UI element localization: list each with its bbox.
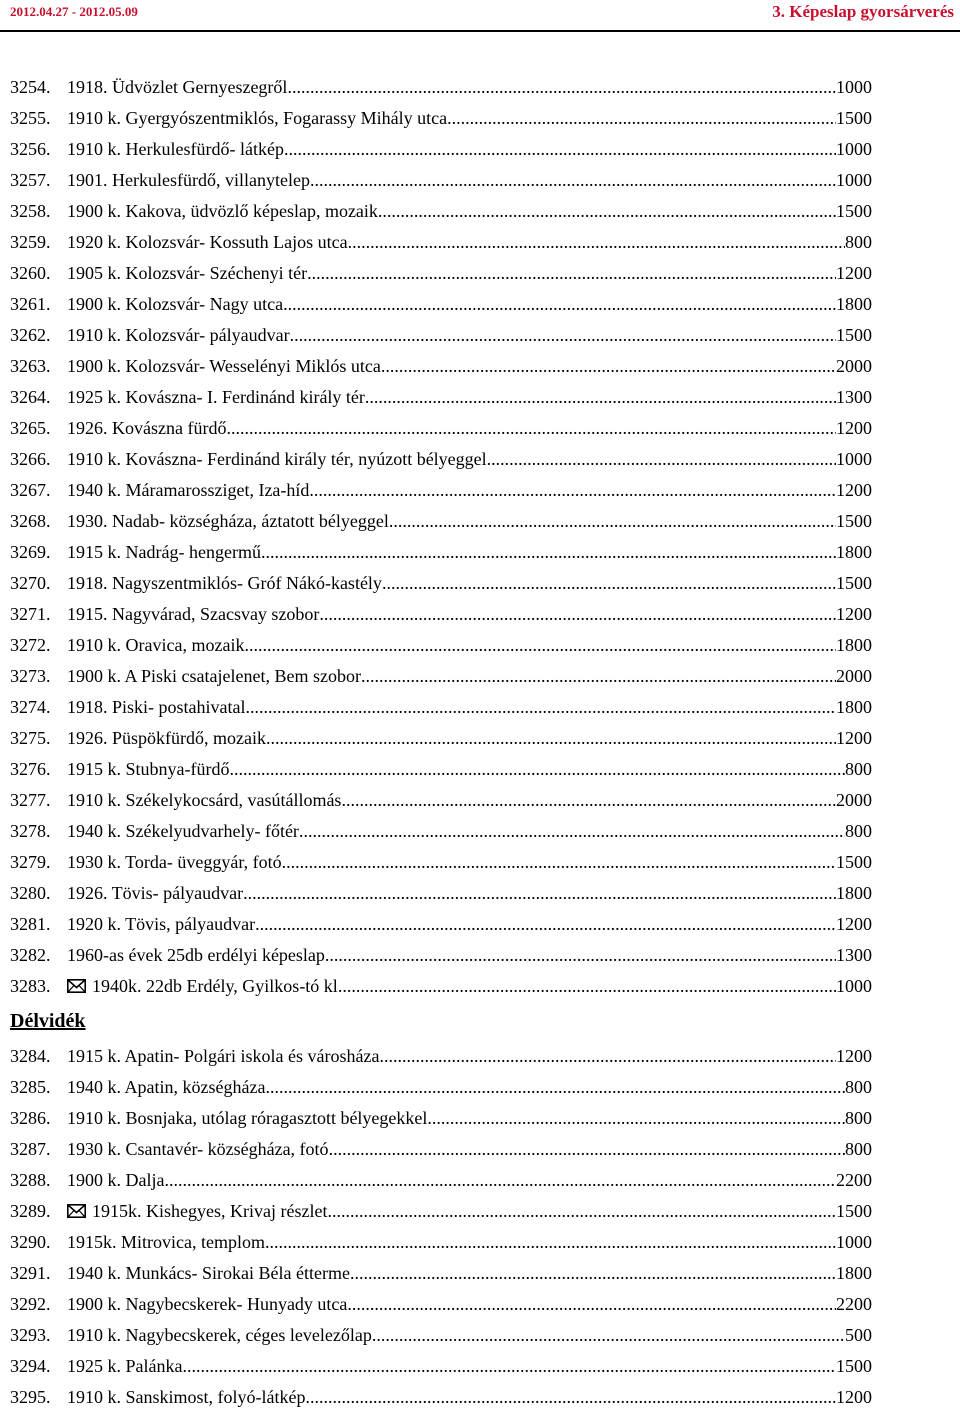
lot-title: 1940 k. Munkács- Sirokai Béla étterme — [67, 1263, 350, 1283]
lot-title: 1910 k. Gyergyószentmiklós, Fogarassy Mihály utca — [67, 108, 448, 128]
lot-row — [10, 599, 872, 630]
dot-leader — [164, 1165, 836, 1196]
lot-title: 1926. Püspökfürdő, mozaik — [67, 728, 266, 748]
dot-leader — [347, 1289, 836, 1320]
lot-row — [10, 196, 872, 227]
lot-row — [10, 1351, 872, 1382]
lot-title: 1915 k. Apatin- Polgári iskola és városháza — [67, 1046, 380, 1066]
lot-title: 1901. Herkulesfürdő, villanytelep — [67, 170, 310, 190]
lot-row — [10, 568, 872, 599]
lot-title: 1930 k. Torda- üveggyár, fotó — [67, 852, 282, 872]
dot-leader — [325, 940, 836, 971]
lot-number: 3254. — [10, 77, 51, 97]
lot-title: 1920 k. Kolozsvár- Kossuth Lajos utca — [67, 232, 348, 252]
lot-number: 3274. — [10, 697, 51, 717]
lot-price: 2000 — [836, 356, 872, 376]
lot-title: 1940k. 22db Erdély, Gyilkos-tó kl. — [92, 976, 343, 996]
date-range: 2012.04.27 - 2012.05.09 — [10, 4, 138, 19]
lot-title: 1900 k. Kakova, üdvözlő képeslap, mozaik — [67, 201, 378, 221]
lot-number: 3285. — [10, 1077, 51, 1097]
lot-price: 800 — [845, 232, 872, 252]
lot-number: 3262. — [10, 325, 51, 345]
lot-title: 1900 k. Dalja — [67, 1170, 165, 1190]
lot-price: 1500 — [836, 852, 872, 872]
lot-number: 3271. — [10, 604, 51, 624]
dot-leader — [309, 475, 836, 506]
lot-row — [10, 1289, 872, 1320]
lot-number: 3287. — [10, 1139, 51, 1159]
lot-row — [10, 1320, 872, 1351]
lot-number: 3282. — [10, 945, 51, 965]
lot-number: 3277. — [10, 790, 51, 810]
lot-title: 1910 k. Herkulesfürdő- látkép — [67, 139, 284, 159]
lot-price: 800 — [845, 759, 872, 779]
lot-title: 1918. Nagyszentmiklós- Gróf Nákó-kastély — [67, 573, 382, 593]
lot-row — [10, 320, 872, 351]
page-header — [0, 0, 960, 32]
lot-number: 3269. — [10, 542, 51, 562]
lot-price: 1800 — [836, 1263, 872, 1283]
lot-price: 1800 — [836, 635, 872, 655]
envelope-icon — [67, 971, 92, 1002]
lot-row — [10, 754, 872, 785]
lot-row — [10, 165, 872, 196]
dot-leader — [226, 413, 836, 444]
lot-title: 1910 k. Sanskimost, folyó-látkép — [67, 1387, 306, 1407]
lot-number: 3255. — [10, 108, 51, 128]
lot-title: 1910 k. Kovászna- Ferdinánd király tér, nyúzott bélyeggel — [67, 449, 487, 469]
lot-price: 1000 — [836, 139, 872, 159]
lot-price: 1800 — [836, 883, 872, 903]
lot-title: 1900 k. Nagybecskerek- Hunyady utca — [67, 1294, 348, 1314]
lot-number: 3284. — [10, 1046, 51, 1066]
lot-price: 1500 — [836, 201, 872, 221]
lot-title: 1930 k. Csantavér- községháza, fotó — [67, 1139, 329, 1159]
dot-leader — [365, 382, 836, 413]
lot-price: 800 — [845, 1108, 872, 1128]
lot-row — [10, 661, 872, 692]
lot-number: 3291. — [10, 1263, 51, 1283]
lot-title: 1915k. Kishegyes, Krivaj részlet — [92, 1201, 328, 1221]
lot-number: 3286. — [10, 1108, 51, 1128]
lot-row — [10, 1382, 872, 1413]
lot-title: 1910 k. Oravica, mozaik — [67, 635, 245, 655]
lot-price: 1800 — [836, 294, 872, 314]
lot-number: 3276. — [10, 759, 51, 779]
catalog-title: 3. Képeslap gyorsárverés — [772, 2, 954, 21]
lot-price: 1200 — [836, 418, 872, 438]
dot-leader — [305, 1382, 836, 1413]
dot-leader — [427, 1103, 845, 1134]
dot-leader — [246, 692, 837, 723]
lot-price: 1200 — [836, 604, 872, 624]
lot-row — [10, 1134, 872, 1165]
lot-row — [10, 816, 872, 847]
lot-row — [10, 506, 872, 537]
lot-row — [10, 723, 872, 754]
lot-number: 3293. — [10, 1325, 51, 1345]
lot-number: 3280. — [10, 883, 51, 903]
lot-number: 3270. — [10, 573, 51, 593]
lot-title: 1900 k. Kolozsvár- Nagy utca — [67, 294, 284, 314]
lot-price: 1500 — [836, 325, 872, 345]
lot-number: 3268. — [10, 511, 51, 531]
lot-price: 1500 — [836, 1356, 872, 1376]
lot-title: 1900 k. A Piski csatajelenet, Bem szobor — [67, 666, 361, 686]
lot-price: 1200 — [836, 1387, 872, 1407]
lot-row — [10, 940, 872, 971]
lot-title: 1915 k. Nadrág- hengermű — [67, 542, 261, 562]
dot-leader — [342, 971, 836, 1002]
lot-number: 3258. — [10, 201, 51, 221]
lot-number: 3290. — [10, 1232, 51, 1252]
lot-price: 1000 — [836, 976, 872, 996]
lot-title: 1920 k. Tövis, pályaudvar — [67, 914, 256, 934]
lot-number: 3292. — [10, 1294, 51, 1314]
lot-number: 3261. — [10, 294, 51, 314]
lot-title: 1926. Tövis- pályaudvar — [67, 883, 244, 903]
lot-price: 1300 — [836, 945, 872, 965]
dot-leader — [378, 196, 836, 227]
lot-number: 3266. — [10, 449, 51, 469]
lot-title: 1930. Nadab- községháza, áztatott bélyeggel — [67, 511, 389, 531]
lot-price: 1200 — [836, 728, 872, 748]
lot-number: 3283. — [10, 976, 51, 996]
lot-row — [10, 847, 872, 878]
lot-row — [10, 382, 872, 413]
dot-leader — [329, 1134, 845, 1165]
lot-title: 1926. Kovászna fürdő — [67, 418, 227, 438]
lot-row — [10, 72, 872, 103]
lot-number: 3263. — [10, 356, 51, 376]
dot-leader — [327, 1196, 836, 1227]
lot-price: 2200 — [836, 1294, 872, 1314]
dot-leader — [290, 320, 836, 351]
lot-title: 1940 k. Apatin, községháza — [67, 1077, 266, 1097]
lot-number: 3295. — [10, 1387, 51, 1407]
lot-title: 1960-as évek 25db erdélyi képeslap — [67, 945, 325, 965]
lot-row — [10, 1227, 872, 1258]
dot-leader — [341, 785, 836, 816]
lot-title: 1910 k. Nagybecskerek, céges levelezőlap — [67, 1325, 372, 1345]
lot-number: 3267. — [10, 480, 51, 500]
lot-number: 3294. — [10, 1356, 51, 1376]
lot-title: 1940 k. Máramarossziget, Iza-híd — [67, 480, 310, 500]
lot-row — [10, 692, 872, 723]
dot-leader — [348, 227, 845, 258]
dot-leader — [265, 1072, 845, 1103]
dot-leader — [389, 506, 836, 537]
lot-number: 3275. — [10, 728, 51, 748]
envelope-icon — [67, 1196, 92, 1227]
lot-price: 500 — [845, 1325, 872, 1345]
lot-title: 1900 k. Kolozsvár- Wesselényi Miklós utca — [67, 356, 381, 376]
dot-leader — [382, 568, 836, 599]
lot-price: 2000 — [836, 666, 872, 686]
lot-price: 1800 — [836, 542, 872, 562]
lot-price: 1200 — [836, 914, 872, 934]
lot-row — [10, 630, 872, 661]
lot-row — [10, 103, 872, 134]
lot-number: 3259. — [10, 232, 51, 252]
lot-number: 3256. — [10, 139, 51, 159]
lot-number: 3281. — [10, 914, 51, 934]
dot-leader — [265, 1227, 836, 1258]
lot-row — [10, 878, 872, 909]
dot-leader — [243, 878, 836, 909]
lot-row — [10, 1041, 872, 1072]
lot-title: 1910 k. Kolozsvár- pályaudvar — [67, 325, 290, 345]
dot-leader — [381, 351, 836, 382]
lot-row — [10, 134, 872, 165]
lot-row — [10, 1165, 872, 1196]
lot-price: 1200 — [836, 263, 872, 283]
lot-price: 2000 — [836, 790, 872, 810]
dot-leader — [282, 847, 836, 878]
lot-price: 1200 — [836, 480, 872, 500]
lot-row — [10, 1103, 872, 1134]
dot-leader — [244, 630, 836, 661]
lot-title: 1910 k. Bosnjaka, utólag róragasztott bélyegekkel — [67, 1108, 428, 1128]
lot-number: 3264. — [10, 387, 51, 407]
lot-price: 1800 — [836, 697, 872, 717]
lot-row — [10, 351, 872, 382]
lot-number: 3257. — [10, 170, 51, 190]
lot-title: 1940 k. Székelyudvarhely- főtér — [67, 821, 299, 841]
dot-leader — [372, 1320, 845, 1351]
dot-leader — [182, 1351, 836, 1382]
dot-leader — [447, 103, 836, 134]
lot-row — [10, 785, 872, 816]
lot-price: 800 — [845, 1077, 872, 1097]
lot-price: 1500 — [836, 511, 872, 531]
lot-row — [10, 909, 872, 940]
lot-list — [10, 72, 872, 1413]
lot-row — [10, 971, 872, 1002]
dot-leader — [379, 1041, 836, 1072]
lot-price: 1000 — [836, 77, 872, 97]
lot-row — [10, 413, 872, 444]
lot-number: 3289. — [10, 1201, 51, 1221]
dot-leader — [307, 258, 836, 289]
lot-number: 3278. — [10, 821, 51, 841]
lot-number: 3279. — [10, 852, 51, 872]
lot-row — [10, 444, 872, 475]
dot-leader — [255, 909, 836, 940]
lot-title: 1915k. Mitrovica, templom — [67, 1232, 265, 1252]
dot-leader — [229, 754, 845, 785]
lot-title: 1905 k. Kolozsvár- Széchenyi tér — [67, 263, 308, 283]
dot-leader — [284, 134, 836, 165]
dot-leader — [319, 599, 836, 630]
lot-row — [10, 1258, 872, 1289]
lot-price: 1000 — [836, 449, 872, 469]
lot-title: 1925 k. Palánka — [67, 1356, 183, 1376]
dot-leader — [261, 537, 836, 568]
dot-leader — [266, 723, 836, 754]
lot-row — [10, 537, 872, 568]
lot-row — [10, 1072, 872, 1103]
lot-title: 1915 k. Stubnya-fürdő — [67, 759, 230, 779]
lot-number: 3272. — [10, 635, 51, 655]
lot-title: 1915. Nagyvárad, Szacsvay szobor — [67, 604, 320, 624]
lot-row — [10, 475, 872, 506]
lot-row — [10, 227, 872, 258]
lot-title: 1918. Üdvözlet Gernyeszegről — [67, 77, 288, 97]
lot-price: 1000 — [836, 170, 872, 190]
lot-number: 3288. — [10, 1170, 51, 1190]
dot-leader — [361, 661, 836, 692]
lot-title: 1910 k. Székelykocsárd, vasútállomás — [67, 790, 342, 810]
lot-price: 800 — [845, 821, 872, 841]
dot-leader — [283, 289, 836, 320]
dot-leader — [310, 165, 836, 196]
lot-price: 800 — [845, 1139, 872, 1159]
lot-price: 2200 — [836, 1170, 872, 1190]
dot-leader — [350, 1258, 836, 1289]
lot-number: 3260. — [10, 263, 51, 283]
lot-row — [10, 258, 872, 289]
dot-leader — [487, 444, 836, 475]
lot-price: 1200 — [836, 1046, 872, 1066]
lot-price: 1500 — [836, 108, 872, 128]
lot-price: 1300 — [836, 387, 872, 407]
lot-row — [10, 289, 872, 320]
lot-number: 3265. — [10, 418, 51, 438]
dot-leader — [299, 816, 845, 847]
lot-row — [10, 1196, 872, 1227]
lot-price: 1500 — [836, 573, 872, 593]
lot-number: 3273. — [10, 666, 51, 686]
lot-title: 1925 k. Kovászna- I. Ferdinánd király tér — [67, 387, 365, 407]
lot-title: 1918. Piski- postahivatal — [67, 697, 246, 717]
lot-price: 1500 — [836, 1201, 872, 1221]
section-heading: Délvidék — [10, 1010, 86, 1032]
lot-price: 1000 — [836, 1232, 872, 1252]
dot-leader — [287, 72, 836, 103]
